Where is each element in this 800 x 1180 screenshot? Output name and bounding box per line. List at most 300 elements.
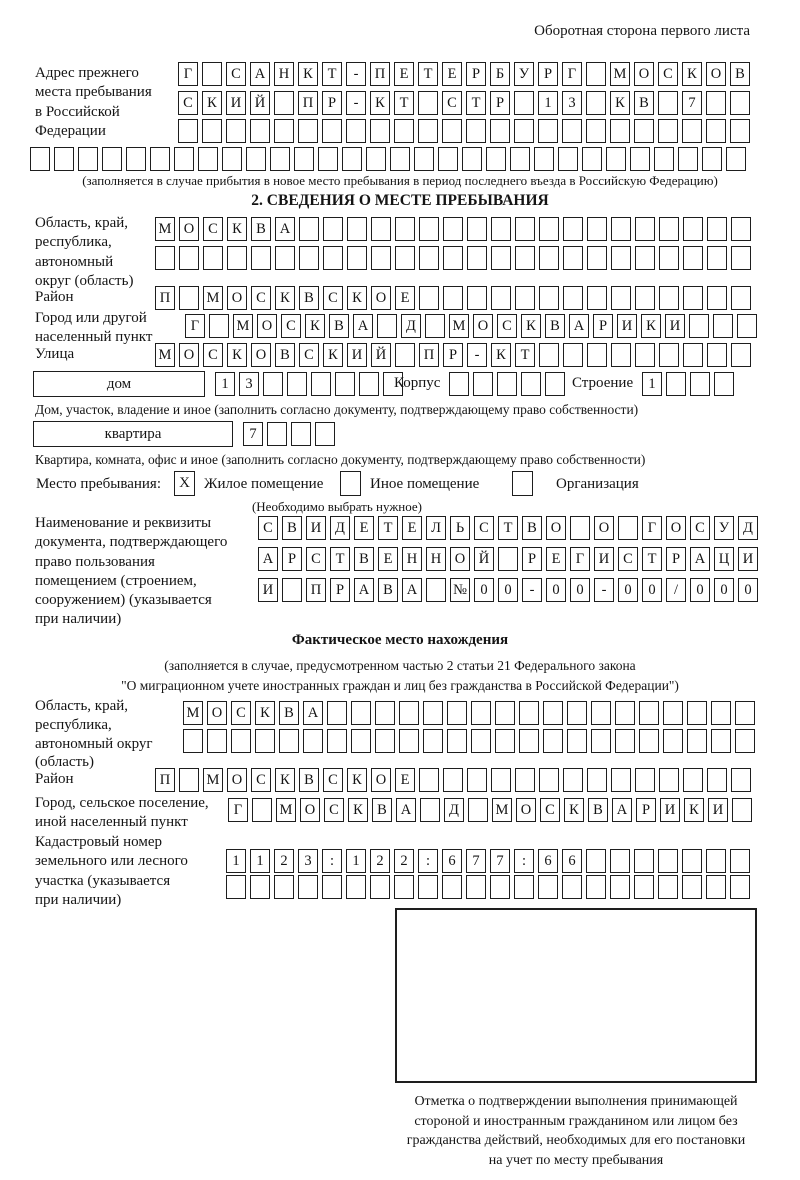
char-box[interactable]: А <box>612 798 632 822</box>
char-box[interactable]: А <box>258 547 278 571</box>
char-box[interactable]: Р <box>443 343 463 367</box>
char-box[interactable] <box>443 768 463 792</box>
char-box[interactable]: В <box>634 91 654 115</box>
prev-address-row-2[interactable] <box>178 91 750 115</box>
char-box[interactable] <box>54 147 74 171</box>
char-box[interactable] <box>713 314 733 338</box>
char-box[interactable] <box>707 217 727 241</box>
char-box[interactable]: Ц <box>714 547 734 571</box>
char-box[interactable] <box>543 701 563 725</box>
char-box[interactable]: 0 <box>474 578 494 602</box>
char-box[interactable] <box>634 875 654 899</box>
char-box[interactable] <box>447 701 467 725</box>
char-box[interactable] <box>274 119 294 143</box>
char-box[interactable] <box>226 119 246 143</box>
char-box[interactable] <box>706 849 726 873</box>
char-box[interactable] <box>666 372 686 396</box>
char-box[interactable] <box>737 314 757 338</box>
char-box[interactable] <box>563 217 583 241</box>
char-box[interactable] <box>227 246 247 270</box>
char-box[interactable] <box>467 768 487 792</box>
char-box[interactable] <box>250 875 270 899</box>
char-box[interactable] <box>359 372 379 396</box>
char-box[interactable]: О <box>227 768 247 792</box>
char-box[interactable]: М <box>276 798 296 822</box>
char-box[interactable] <box>462 147 482 171</box>
char-box[interactable] <box>294 147 314 171</box>
char-box[interactable]: А <box>250 62 270 86</box>
char-box[interactable] <box>591 701 611 725</box>
char-box[interactable]: О <box>257 314 277 338</box>
char-box[interactable]: Е <box>402 516 422 540</box>
char-box[interactable]: О <box>516 798 536 822</box>
char-box[interactable] <box>351 729 371 753</box>
char-box[interactable]: А <box>275 217 295 241</box>
char-box[interactable]: С <box>618 547 638 571</box>
char-box[interactable] <box>534 147 554 171</box>
char-box[interactable] <box>375 701 395 725</box>
char-box[interactable]: И <box>738 547 758 571</box>
char-box[interactable]: Т <box>642 547 662 571</box>
char-box[interactable] <box>567 701 587 725</box>
char-box[interactable] <box>510 147 530 171</box>
char-box[interactable]: Р <box>466 62 486 86</box>
char-box[interactable]: О <box>179 343 199 367</box>
char-box[interactable] <box>539 286 559 310</box>
char-box[interactable]: 3 <box>562 91 582 115</box>
char-box[interactable]: О <box>227 286 247 310</box>
char-box[interactable] <box>654 147 674 171</box>
char-box[interactable] <box>347 246 367 270</box>
char-box[interactable] <box>731 217 751 241</box>
char-box[interactable] <box>418 119 438 143</box>
char-box[interactable] <box>150 147 170 171</box>
char-box[interactable] <box>514 91 534 115</box>
char-box[interactable] <box>419 246 439 270</box>
stay-type-checkbox-other[interactable] <box>340 471 361 496</box>
char-box[interactable] <box>322 875 342 899</box>
char-box[interactable] <box>543 729 563 753</box>
char-box[interactable] <box>246 147 266 171</box>
char-box[interactable] <box>562 875 582 899</box>
char-box[interactable] <box>659 286 679 310</box>
char-box[interactable] <box>635 768 655 792</box>
char-box[interactable] <box>687 729 707 753</box>
char-box[interactable]: К <box>491 343 511 367</box>
char-box[interactable] <box>586 119 606 143</box>
char-box[interactable]: Р <box>636 798 656 822</box>
char-box[interactable]: В <box>545 314 565 338</box>
char-box[interactable] <box>467 246 487 270</box>
char-box[interactable]: 6 <box>538 849 558 873</box>
char-box[interactable]: К <box>564 798 584 822</box>
char-box[interactable]: О <box>706 62 726 86</box>
char-box[interactable] <box>179 286 199 310</box>
char-box[interactable]: К <box>298 62 318 86</box>
char-box[interactable] <box>311 372 331 396</box>
char-box[interactable] <box>711 729 731 753</box>
char-box[interactable]: Н <box>274 62 294 86</box>
char-box[interactable] <box>279 729 299 753</box>
char-box[interactable] <box>659 217 679 241</box>
char-box[interactable]: : <box>418 849 438 873</box>
char-box[interactable]: 0 <box>690 578 710 602</box>
char-box[interactable] <box>611 768 631 792</box>
char-box[interactable] <box>174 147 194 171</box>
char-box[interactable]: С <box>497 314 517 338</box>
char-box[interactable] <box>299 246 319 270</box>
char-box[interactable]: К <box>323 343 343 367</box>
char-box[interactable] <box>730 119 750 143</box>
char-box[interactable]: С <box>540 798 560 822</box>
char-box[interactable] <box>394 875 414 899</box>
char-box[interactable]: - <box>467 343 487 367</box>
char-box[interactable] <box>639 701 659 725</box>
char-box[interactable]: К <box>347 286 367 310</box>
char-box[interactable] <box>730 91 750 115</box>
char-box[interactable] <box>202 62 222 86</box>
char-box[interactable] <box>587 246 607 270</box>
char-box[interactable] <box>658 91 678 115</box>
char-box[interactable]: А <box>402 578 422 602</box>
char-box[interactable]: : <box>514 849 534 873</box>
char-box[interactable] <box>202 119 222 143</box>
char-box[interactable]: Г <box>570 547 590 571</box>
char-box[interactable]: Ь <box>450 516 470 540</box>
char-box[interactable] <box>490 875 510 899</box>
char-box[interactable] <box>611 343 631 367</box>
char-box[interactable] <box>274 875 294 899</box>
char-box[interactable] <box>298 875 318 899</box>
char-box[interactable] <box>539 768 559 792</box>
char-box[interactable] <box>423 729 443 753</box>
char-box[interactable] <box>491 768 511 792</box>
char-box[interactable] <box>126 147 146 171</box>
char-box[interactable] <box>635 286 655 310</box>
char-box[interactable] <box>371 246 391 270</box>
char-box[interactable] <box>707 246 727 270</box>
al-region-row-1[interactable] <box>183 701 755 725</box>
char-box[interactable] <box>491 217 511 241</box>
apartment-row[interactable] <box>243 422 335 446</box>
char-box[interactable] <box>586 849 606 873</box>
char-box[interactable] <box>442 119 462 143</box>
char-box[interactable] <box>563 246 583 270</box>
char-box[interactable] <box>370 119 390 143</box>
char-box[interactable]: 6 <box>442 849 462 873</box>
char-box[interactable] <box>155 246 175 270</box>
char-box[interactable]: Н <box>426 547 446 571</box>
char-box[interactable]: С <box>323 768 343 792</box>
char-box[interactable]: К <box>202 91 222 115</box>
char-box[interactable]: С <box>226 62 246 86</box>
char-box[interactable] <box>318 147 338 171</box>
char-box[interactable] <box>683 217 703 241</box>
char-box[interactable]: С <box>281 314 301 338</box>
char-box[interactable]: Д <box>444 798 464 822</box>
char-box[interactable]: К <box>521 314 541 338</box>
char-box[interactable]: И <box>226 91 246 115</box>
char-box[interactable] <box>714 372 734 396</box>
char-box[interactable]: С <box>258 516 278 540</box>
char-box[interactable]: С <box>323 286 343 310</box>
char-box[interactable] <box>659 246 679 270</box>
document-row-1[interactable] <box>258 516 758 540</box>
char-box[interactable]: А <box>353 314 373 338</box>
char-box[interactable] <box>183 729 203 753</box>
char-box[interactable]: 1 <box>538 91 558 115</box>
char-box[interactable]: К <box>305 314 325 338</box>
char-box[interactable] <box>423 701 443 725</box>
char-box[interactable] <box>322 119 342 143</box>
char-box[interactable]: С <box>231 701 251 725</box>
char-box[interactable]: 0 <box>498 578 518 602</box>
char-box[interactable] <box>491 286 511 310</box>
char-box[interactable]: О <box>371 286 391 310</box>
char-box[interactable] <box>732 798 752 822</box>
char-box[interactable] <box>663 701 683 725</box>
char-box[interactable] <box>735 701 755 725</box>
char-box[interactable] <box>683 286 703 310</box>
char-box[interactable] <box>394 119 414 143</box>
char-box[interactable]: - <box>346 62 366 86</box>
char-box[interactable]: И <box>665 314 685 338</box>
char-box[interactable] <box>274 91 294 115</box>
char-box[interactable]: Р <box>522 547 542 571</box>
al-city-row[interactable] <box>228 798 752 822</box>
char-box[interactable]: У <box>514 62 534 86</box>
char-box[interactable]: В <box>329 314 349 338</box>
char-box[interactable] <box>231 729 251 753</box>
char-box[interactable] <box>683 343 703 367</box>
char-box[interactable] <box>606 147 626 171</box>
char-box[interactable]: Г <box>642 516 662 540</box>
char-box[interactable] <box>203 246 223 270</box>
stroenie-row[interactable] <box>642 372 734 396</box>
char-box[interactable] <box>658 875 678 899</box>
document-row-3[interactable] <box>258 578 758 602</box>
s2-region-row-1[interactable] <box>155 217 751 241</box>
char-box[interactable] <box>706 875 726 899</box>
char-box[interactable]: В <box>588 798 608 822</box>
char-box[interactable] <box>519 729 539 753</box>
char-box[interactable]: П <box>298 91 318 115</box>
char-box[interactable] <box>490 119 510 143</box>
char-box[interactable]: К <box>275 768 295 792</box>
char-box[interactable] <box>630 147 650 171</box>
char-box[interactable] <box>610 119 630 143</box>
char-box[interactable]: М <box>203 768 223 792</box>
char-box[interactable] <box>562 119 582 143</box>
char-box[interactable]: С <box>658 62 678 86</box>
char-box[interactable]: 7 <box>466 849 486 873</box>
char-box[interactable] <box>683 768 703 792</box>
char-box[interactable] <box>539 217 559 241</box>
char-box[interactable] <box>371 217 391 241</box>
char-box[interactable] <box>689 314 709 338</box>
char-box[interactable]: Т <box>322 62 342 86</box>
char-box[interactable] <box>255 729 275 753</box>
char-box[interactable]: Р <box>282 547 302 571</box>
char-box[interactable] <box>706 91 726 115</box>
char-box[interactable]: Т <box>330 547 350 571</box>
stay-type-checkbox-residential[interactable]: X <box>174 471 195 496</box>
char-box[interactable] <box>282 578 302 602</box>
char-box[interactable]: К <box>610 91 630 115</box>
char-box[interactable]: С <box>251 286 271 310</box>
char-box[interactable] <box>658 119 678 143</box>
char-box[interactable] <box>706 119 726 143</box>
char-box[interactable]: Е <box>442 62 462 86</box>
char-box[interactable] <box>586 62 606 86</box>
char-box[interactable]: / <box>666 578 686 602</box>
char-box[interactable] <box>538 875 558 899</box>
char-box[interactable]: О <box>300 798 320 822</box>
char-box[interactable] <box>287 372 307 396</box>
char-box[interactable] <box>682 849 702 873</box>
char-box[interactable] <box>78 147 98 171</box>
char-box[interactable] <box>690 372 710 396</box>
char-box[interactable]: 2 <box>394 849 414 873</box>
char-box[interactable]: К <box>370 91 390 115</box>
char-box[interactable]: 0 <box>738 578 758 602</box>
char-box[interactable]: Р <box>666 547 686 571</box>
char-box[interactable]: 0 <box>618 578 638 602</box>
char-box[interactable]: 1 <box>346 849 366 873</box>
char-box[interactable] <box>399 701 419 725</box>
char-box[interactable]: Й <box>250 91 270 115</box>
char-box[interactable] <box>335 372 355 396</box>
char-box[interactable]: Е <box>395 286 415 310</box>
char-box[interactable] <box>275 246 295 270</box>
char-box[interactable] <box>351 701 371 725</box>
document-row-2[interactable] <box>258 547 758 571</box>
char-box[interactable]: В <box>299 768 319 792</box>
char-box[interactable] <box>252 798 272 822</box>
char-box[interactable]: К <box>255 701 275 725</box>
char-box[interactable]: М <box>449 314 469 338</box>
char-box[interactable] <box>635 217 655 241</box>
char-box[interactable] <box>731 246 751 270</box>
char-box[interactable]: В <box>279 701 299 725</box>
char-box[interactable] <box>615 729 635 753</box>
char-box[interactable] <box>498 547 518 571</box>
char-box[interactable] <box>658 849 678 873</box>
char-box[interactable] <box>495 729 515 753</box>
char-box[interactable] <box>420 798 440 822</box>
char-box[interactable] <box>659 768 679 792</box>
char-box[interactable]: С <box>203 343 223 367</box>
char-box[interactable] <box>377 314 397 338</box>
char-box[interactable]: С <box>324 798 344 822</box>
char-box[interactable] <box>102 147 122 171</box>
char-box[interactable]: 0 <box>570 578 590 602</box>
cadastral-row-2[interactable] <box>226 875 750 899</box>
char-box[interactable]: И <box>594 547 614 571</box>
char-box[interactable]: С <box>178 91 198 115</box>
char-box[interactable]: Р <box>330 578 350 602</box>
char-box[interactable]: Е <box>546 547 566 571</box>
char-box[interactable] <box>519 701 539 725</box>
char-box[interactable] <box>30 147 50 171</box>
char-box[interactable]: И <box>347 343 367 367</box>
char-box[interactable]: Е <box>394 62 414 86</box>
char-box[interactable] <box>370 875 390 899</box>
char-box[interactable]: 2 <box>370 849 390 873</box>
char-box[interactable]: В <box>275 343 295 367</box>
char-box[interactable] <box>563 768 583 792</box>
char-box[interactable] <box>687 701 707 725</box>
char-box[interactable] <box>634 849 654 873</box>
char-box[interactable]: П <box>155 768 175 792</box>
char-box[interactable]: 3 <box>239 372 259 396</box>
char-box[interactable]: О <box>371 768 391 792</box>
char-box[interactable]: 7 <box>682 91 702 115</box>
char-box[interactable] <box>659 343 679 367</box>
char-box[interactable]: 0 <box>642 578 662 602</box>
char-box[interactable]: Д <box>738 516 758 540</box>
char-box[interactable]: - <box>346 91 366 115</box>
char-box[interactable]: 1 <box>250 849 270 873</box>
char-box[interactable] <box>395 246 415 270</box>
char-box[interactable]: С <box>442 91 462 115</box>
char-box[interactable]: О <box>179 217 199 241</box>
char-box[interactable]: М <box>183 701 203 725</box>
char-box[interactable] <box>471 729 491 753</box>
char-box[interactable] <box>419 286 439 310</box>
char-box[interactable]: П <box>306 578 326 602</box>
char-box[interactable]: К <box>227 343 247 367</box>
char-box[interactable] <box>395 343 415 367</box>
char-box[interactable]: Р <box>322 91 342 115</box>
char-box[interactable] <box>346 119 366 143</box>
char-box[interactable] <box>390 147 410 171</box>
char-box[interactable] <box>250 119 270 143</box>
char-box[interactable] <box>467 286 487 310</box>
char-box[interactable]: Е <box>354 516 374 540</box>
char-box[interactable]: В <box>730 62 750 86</box>
char-box[interactable]: О <box>666 516 686 540</box>
char-box[interactable] <box>726 147 746 171</box>
char-box[interactable]: А <box>396 798 416 822</box>
char-box[interactable] <box>514 875 534 899</box>
char-box[interactable] <box>267 422 287 446</box>
char-box[interactable]: В <box>378 578 398 602</box>
char-box[interactable]: Й <box>371 343 391 367</box>
char-box[interactable] <box>303 729 323 753</box>
char-box[interactable]: О <box>473 314 493 338</box>
char-box[interactable]: 2 <box>274 849 294 873</box>
korpus-row[interactable] <box>449 372 565 396</box>
char-box[interactable]: И <box>258 578 278 602</box>
char-box[interactable] <box>471 701 491 725</box>
char-box[interactable]: О <box>450 547 470 571</box>
char-box[interactable] <box>323 217 343 241</box>
char-box[interactable]: С <box>251 768 271 792</box>
char-box[interactable] <box>683 246 703 270</box>
char-box[interactable]: К <box>641 314 661 338</box>
char-box[interactable] <box>711 701 731 725</box>
char-box[interactable] <box>515 768 535 792</box>
char-box[interactable]: 0 <box>546 578 566 602</box>
char-box[interactable]: Л <box>426 516 446 540</box>
char-box[interactable]: 7 <box>243 422 263 446</box>
char-box[interactable]: О <box>594 516 614 540</box>
char-box[interactable] <box>466 119 486 143</box>
char-box[interactable]: Н <box>402 547 422 571</box>
char-box[interactable] <box>615 701 635 725</box>
char-box[interactable] <box>497 372 517 396</box>
